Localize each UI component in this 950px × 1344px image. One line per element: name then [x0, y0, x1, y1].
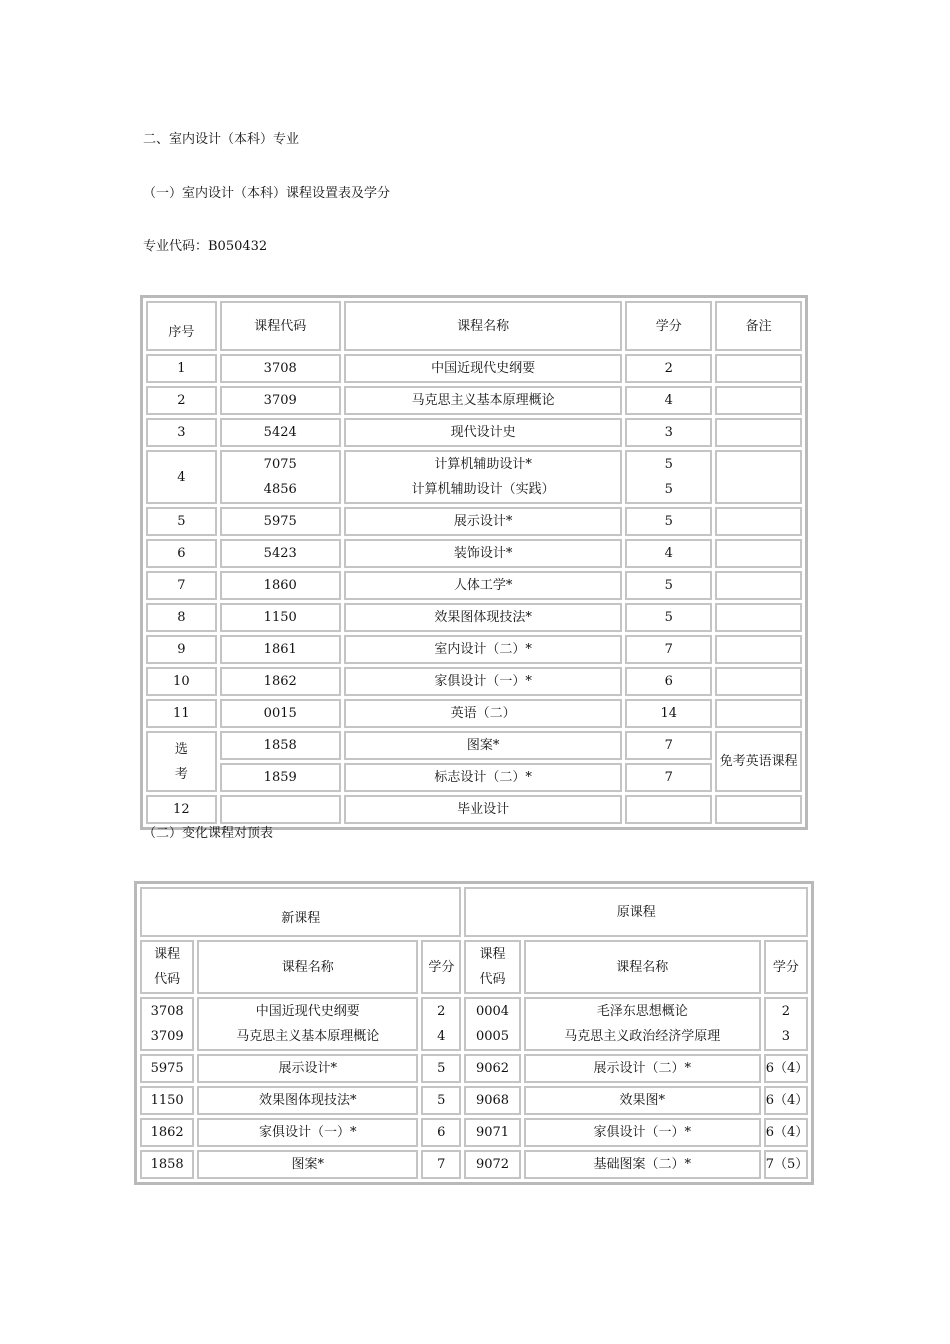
course-table-header: [146, 301, 802, 351]
table-row: [146, 667, 802, 696]
note-cell: [715, 699, 802, 728]
credit-cell: 4: [625, 386, 712, 415]
group-new-course: 新课程: [140, 887, 461, 937]
new-credit-cell: 5: [421, 1086, 461, 1115]
course-code-cell: 1860: [220, 571, 341, 600]
table-row: [146, 571, 802, 600]
table-row: [146, 507, 802, 536]
course-code-cell: 5423: [220, 539, 341, 568]
new-name-cell: 展示设计*: [197, 1054, 418, 1083]
new-name-cell: 家俱设计（一）*: [197, 1118, 418, 1147]
seq-cell: 6: [146, 539, 217, 568]
new-credit-cell: 7: [421, 1150, 461, 1179]
seq-cell: 1: [146, 354, 217, 383]
old-credit-cell: 6（4）: [764, 1054, 808, 1083]
table-row: [146, 539, 802, 568]
new-credit-cell: 6: [421, 1118, 461, 1147]
course-name-cell: 人体工学*: [344, 571, 623, 600]
old-name-cell: 家俱设计（一）*: [524, 1118, 761, 1147]
course-code-cell: 1861: [220, 635, 341, 664]
note-cell: [715, 418, 802, 447]
note-cell: [715, 450, 802, 504]
new-code-cell: 1150: [140, 1086, 194, 1115]
seq-cell: 4: [146, 450, 217, 504]
table-row: [146, 635, 802, 664]
old-name-cell: 展示设计（二）*: [524, 1054, 761, 1083]
course-name-cell: 装饰设计*: [344, 539, 623, 568]
header-new-name: 课程名称: [197, 940, 418, 994]
section-heading-table1: （一）室内设计（本科）课程设置表及学分: [143, 186, 391, 201]
credit-cell: 5: [625, 507, 712, 536]
table-row: [146, 603, 802, 632]
course-name-cell: 展示设计*: [344, 507, 623, 536]
course-name-cell: 室内设计（二）*: [344, 635, 623, 664]
header-new-code: 课程 代码: [140, 940, 194, 994]
table-row: [140, 1086, 808, 1115]
header-new-credit: 学分: [421, 940, 461, 994]
header-name: 课程名称: [344, 301, 623, 351]
old-credit-cell: 2 3: [764, 997, 808, 1051]
course-code-cell: 0015: [220, 699, 341, 728]
course-name-cell: 效果图体现技法*: [344, 603, 623, 632]
old-code-cell: 9071: [464, 1118, 520, 1147]
table-row: [146, 731, 802, 760]
course-name-cell: 英语（二）: [344, 699, 623, 728]
seq-cell: 11: [146, 699, 217, 728]
note-cell: [715, 539, 802, 568]
note-cell: [715, 507, 802, 536]
new-code-cell: 1858: [140, 1150, 194, 1179]
course-table: [140, 295, 808, 830]
credit-cell: 4: [625, 539, 712, 568]
credit-cell: [625, 795, 712, 824]
course-code-cell: 1858: [220, 731, 341, 760]
old-code-cell: 9072: [464, 1150, 520, 1179]
credit-cell: 5 5: [625, 450, 712, 504]
note-cell: [715, 603, 802, 632]
table-row: [140, 1150, 808, 1179]
course-code-cell: [220, 795, 341, 824]
credit-cell: 6: [625, 667, 712, 696]
group-old-course: 原课程: [464, 887, 808, 937]
course-name-cell: 毕业设计: [344, 795, 623, 824]
course-name-cell: 现代设计史: [344, 418, 623, 447]
seq-cell: 7: [146, 571, 217, 600]
note-cell: [715, 635, 802, 664]
course-code-cell: 1150: [220, 603, 341, 632]
table-row: [140, 997, 808, 1051]
old-credit-cell: 6（4）: [764, 1118, 808, 1147]
table-row: [146, 354, 802, 383]
course-name-cell: 图案*: [344, 731, 623, 760]
section-heading-major: 二、室内设计（本科）专业: [143, 132, 300, 147]
credit-cell: 14: [625, 699, 712, 728]
header-seq: 序号: [146, 301, 217, 351]
header-old-name: 课程名称: [524, 940, 761, 994]
section-heading-table2: （二）变化课程对顶表: [143, 826, 274, 841]
table-row: [146, 795, 802, 824]
header-code: 课程代码: [220, 301, 341, 351]
course-code-cell: 5975: [220, 507, 341, 536]
course-code-cell: 3709: [220, 386, 341, 415]
course-code-cell: 1859: [220, 763, 341, 792]
table-row: [140, 1118, 808, 1147]
new-code-cell: 1862: [140, 1118, 194, 1147]
old-credit-cell: 7（5）: [764, 1150, 808, 1179]
course-name-cell: 家俱设计（一）*: [344, 667, 623, 696]
header-old-code: 课程 代码: [464, 940, 520, 994]
old-code-cell: 0004 0005: [464, 997, 520, 1051]
seq-cell: 9: [146, 635, 217, 664]
table-row: [140, 1054, 808, 1083]
mapping-table-header: [140, 940, 808, 994]
seq-cell: 2: [146, 386, 217, 415]
old-code-cell: 9062: [464, 1054, 520, 1083]
header-credit: 学分: [625, 301, 712, 351]
seq-cell: 3: [146, 418, 217, 447]
credit-cell: 3: [625, 418, 712, 447]
note-cell: [715, 571, 802, 600]
note-cell: [715, 386, 802, 415]
old-credit-cell: 6（4）: [764, 1086, 808, 1115]
new-credit-cell: 5: [421, 1054, 461, 1083]
note-cell: [715, 354, 802, 383]
table-row: [146, 763, 802, 792]
seq-cell: 10: [146, 667, 217, 696]
major-code: 专业代码：B050432: [143, 239, 268, 254]
credit-cell: 7: [625, 763, 712, 792]
credit-cell: 5: [625, 571, 712, 600]
new-credit-cell: 2 4: [421, 997, 461, 1051]
credit-cell: 7: [625, 731, 712, 760]
header-old-credit: 学分: [764, 940, 808, 994]
seq-cell: 5: [146, 507, 217, 536]
old-name-cell: 效果图*: [524, 1086, 761, 1115]
credit-cell: 5: [625, 603, 712, 632]
new-name-cell: 图案*: [197, 1150, 418, 1179]
new-code-cell: 3708 3709: [140, 997, 194, 1051]
course-code-cell: 7075 4856: [220, 450, 341, 504]
course-name-cell: 中国近现代史纲要: [344, 354, 623, 383]
course-name-cell: 马克思主义基本原理概论: [344, 386, 623, 415]
seq-cell: 8: [146, 603, 217, 632]
table-row: [146, 418, 802, 447]
table-row: [146, 699, 802, 728]
course-code-cell: 3708: [220, 354, 341, 383]
seq-cell: 12: [146, 795, 217, 824]
course-code-cell: 5424: [220, 418, 341, 447]
course-mapping-table: [134, 881, 814, 1185]
new-name-cell: 中国近现代史纲要 马克思主义基本原理概论: [197, 997, 418, 1051]
note-cell: [715, 667, 802, 696]
old-code-cell: 9068: [464, 1086, 520, 1115]
course-code-cell: 1862: [220, 667, 341, 696]
old-name-cell: 毛泽东思想概论 马克思主义政治经济学原理: [524, 997, 761, 1051]
course-name-cell: 计算机辅助设计* 计算机辅助设计（实践）: [344, 450, 623, 504]
old-name-cell: 基础图案（二）*: [524, 1150, 761, 1179]
credit-cell: 7: [625, 635, 712, 664]
elective-seq-cell: 选 考: [146, 731, 217, 792]
course-name-cell: 标志设计（二）*: [344, 763, 623, 792]
new-code-cell: 5975: [140, 1054, 194, 1083]
elective-note-cell: 免考英语课程: [715, 731, 802, 792]
credit-cell: 2: [625, 354, 712, 383]
table-row: [146, 386, 802, 415]
note-cell: [715, 795, 802, 824]
new-name-cell: 效果图体现技法*: [197, 1086, 418, 1115]
header-note: 备注: [715, 301, 802, 351]
table-row: [146, 450, 802, 504]
